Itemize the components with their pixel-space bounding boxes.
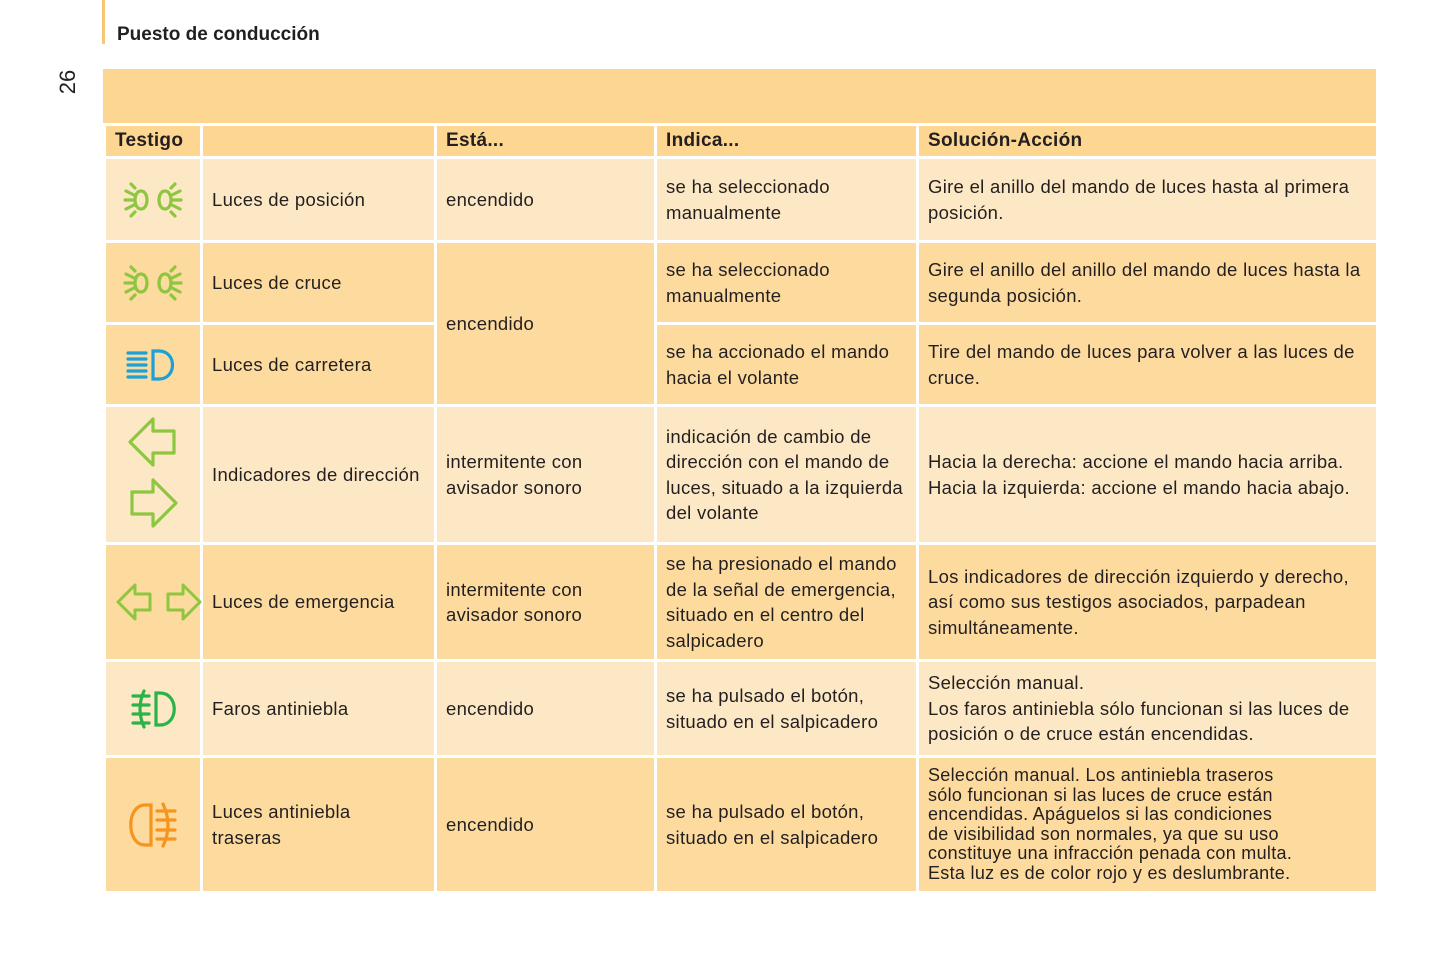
table-header-row — [105, 125, 1378, 158]
table-row — [105, 158, 1378, 242]
light-state: encendido — [436, 158, 656, 242]
light-action: Gire el anillo del anillo del mando de luces hasta la segunda posición. — [918, 242, 1378, 324]
table-row — [105, 544, 1378, 661]
light-name: Luces de emergencia — [202, 544, 436, 661]
light-indicates: se ha seleccionado manualmente — [656, 158, 918, 242]
icon-cell — [105, 661, 202, 757]
light-action: Hacia la derecha: accione el mando hacia arriba. Hacia la izquierda: accione el mando hacia abajo. — [918, 406, 1378, 544]
light-indicates: se ha pulsado el botón, situado en el salpicadero — [656, 661, 918, 757]
light-indicates: se ha presionado el mando de la señal de emergencia, situado en el centro del salpicadero — [656, 544, 918, 661]
table-row — [105, 242, 1378, 324]
table-row — [105, 661, 1378, 757]
hazard-warning-icon — [115, 580, 203, 624]
light-action: Los indicadores de dirección izquierdo y derecho, así como sus testigos asociados, parpadean simultáneamente. — [918, 544, 1378, 661]
front-fog-lamp-icon — [123, 687, 183, 731]
light-indicates: se ha accionado el mando hacia el volante — [656, 324, 918, 406]
page-number: 26 — [55, 69, 80, 95]
light-state: intermitente con avisador sonoro — [436, 406, 656, 544]
column-header-esta: Está... — [436, 125, 656, 158]
icon-cell — [105, 757, 202, 893]
light-name: Luces de cruce — [202, 242, 436, 324]
light-action: Selección manual. Los faros antiniebla sólo funcionan si las luces de posición o de cruce están encendidas. — [918, 661, 1378, 757]
direction-indicators-icon — [123, 414, 183, 536]
column-header-solucion: Solución-Acción — [918, 125, 1378, 158]
light-name: Luces de carretera — [202, 324, 436, 406]
icon-cell — [105, 324, 202, 406]
side-rule — [102, 0, 105, 44]
icon-cell — [105, 242, 202, 324]
column-header-testigo: Testigo — [105, 125, 202, 158]
light-state: encendido — [436, 242, 656, 406]
light-indicates: indicación de cambio de dirección con el mando de luces, situado a la izquierda del volante — [656, 406, 918, 544]
light-state: encendido — [436, 757, 656, 893]
dipped-beam-icon — [123, 263, 183, 303]
column-header-indica: Indica... — [656, 125, 918, 158]
table-row — [105, 406, 1378, 544]
light-name: Luces de posición — [202, 158, 436, 242]
light-state: encendido — [436, 661, 656, 757]
light-state: intermitente con avisador sonoro — [436, 544, 656, 661]
section-title: Puesto de conducción — [117, 24, 320, 45]
light-name: Luces antiniebla traseras — [202, 757, 436, 893]
table-row — [105, 324, 1378, 406]
icon-cell — [105, 406, 202, 544]
light-action: Selección manual. Los antiniebla traseros sólo funcionan si las luces de cruce están encendidas. Apáguelos si las condiciones de visibilidad son normales, ya que su uso constituye una infracción penada con multa. Esta luz es de color rojo y es deslumbrante. — [918, 757, 1378, 893]
light-indicates: se ha seleccionado manualmente — [656, 242, 918, 324]
light-action: Tire del mando de luces para volver a las luces de cruce. — [918, 324, 1378, 406]
table-row — [105, 757, 1378, 893]
icon-cell — [105, 544, 202, 661]
position-lights-icon — [123, 180, 183, 220]
table-header-band — [103, 69, 1376, 123]
light-action: Gire el anillo del mando de luces hasta al primera posición. — [918, 158, 1378, 242]
column-header-name — [202, 125, 436, 158]
warning-lights-table — [103, 123, 1379, 894]
light-name: Faros antiniebla — [202, 661, 436, 757]
rear-fog-lamp-icon — [123, 799, 183, 851]
light-name: Indicadores de dirección — [202, 406, 436, 544]
icon-cell — [105, 158, 202, 242]
main-beam-icon — [123, 345, 183, 385]
light-indicates: se ha pulsado el botón, situado en el salpicadero — [656, 757, 918, 893]
